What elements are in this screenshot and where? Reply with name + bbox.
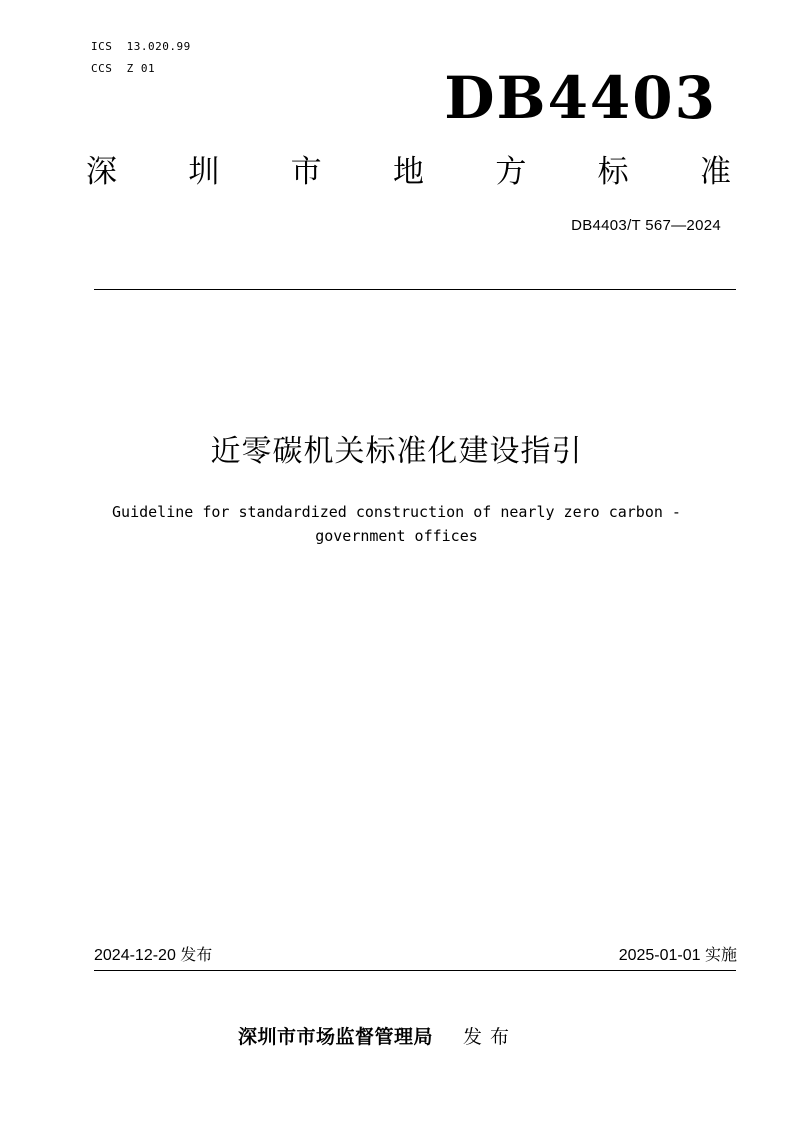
level-char: 地 [392, 154, 424, 190]
ccs-code: CCS Z 01 [91, 62, 156, 75]
level-char: 标 [597, 154, 629, 190]
level-char: 准 [699, 154, 731, 190]
standard-level-heading [86, 150, 731, 194]
ics-code: ICS 13.020.99 [91, 40, 191, 53]
issue-date: 2024-12-20 发布 [94, 947, 213, 964]
top-divider [94, 289, 736, 290]
standard-number: DB4403/T 567—2024 [571, 217, 721, 234]
document-title-english-line-1: Guideline for standardized construction of nearly zero carbon - [112, 503, 681, 521]
level-char: 方 [495, 154, 527, 190]
document-title-english-line-2: government offices [315, 527, 478, 545]
level-char: 圳 [188, 154, 220, 190]
standard-code-logo: DB4403 [444, 64, 717, 132]
bottom-divider [94, 970, 736, 971]
level-char: 深 [86, 154, 117, 190]
effective-date: 2025-01-01 实施 [618, 947, 737, 964]
level-char: 市 [290, 154, 322, 190]
publisher-name: 深圳市市场监督管理局 [238, 1026, 434, 1048]
document-title-chinese: 近零碳机关标准化建设指引 [210, 434, 583, 469]
publisher-line [238, 1024, 517, 1050]
publisher-suffix: 发布 [463, 1026, 518, 1048]
